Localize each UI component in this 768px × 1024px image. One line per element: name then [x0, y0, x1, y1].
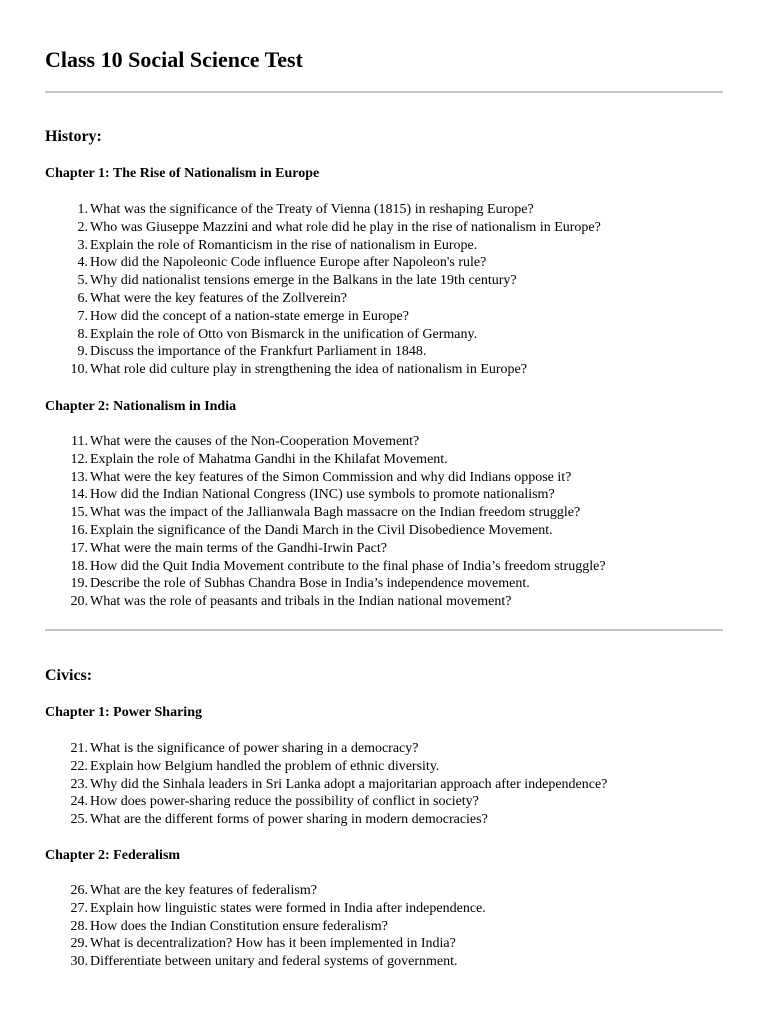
question-number: 3.: [77, 237, 88, 253]
question-text: What was the impact of the Jallianwala Bagh massacre on the Indian freedom struggle?: [90, 505, 581, 521]
question-number: 22.: [70, 758, 88, 774]
list-item: [45, 504, 606, 522]
question-number: 6.: [77, 290, 88, 306]
question-number: 9.: [77, 344, 88, 360]
list-item: [45, 254, 601, 272]
section-divider: [45, 629, 723, 631]
list-item: [45, 361, 601, 379]
question-number: 16.: [70, 522, 88, 538]
question-number: 23.: [70, 776, 88, 792]
list-item: [45, 900, 486, 918]
question-number: 12.: [70, 451, 88, 467]
question-text: What was the significance of the Treaty of Vienna (1815) in reshaping Europe?: [90, 202, 534, 217]
question-text: Explain the role of Otto von Bismarck in the unification of Germany.: [90, 326, 478, 342]
question-number: 26.: [70, 883, 88, 898]
question-text: What were the causes of the Non-Cooperation Movement?: [90, 434, 420, 449]
question-text: Why did the Sinhala leaders in Sri Lanka adopt a majoritarian approach after independence?: [90, 776, 608, 792]
question-text: Explain the role of Romanticism in the rise of nationalism in Europe.: [90, 237, 478, 253]
question-number: 8.: [77, 326, 88, 342]
question-list-civics-ch2: [45, 882, 486, 971]
question-text: Explain the role of Mahatma Gandhi in the Khilafat Movement.: [90, 451, 448, 467]
list-item: [45, 575, 606, 593]
chapter-title-federalism: Chapter 2: Federalism: [45, 848, 181, 863]
question-number: 25.: [70, 812, 88, 828]
list-item: [45, 935, 486, 953]
question-number: 20.: [70, 594, 88, 610]
list-item: [45, 593, 606, 611]
question-text: How did the Indian National Congress (INC) use symbols to promote nationalism?: [90, 487, 555, 503]
question-text: Who was Giuseppe Mazzini and what role did he play in the rise of nationalism in Europe?: [90, 219, 601, 235]
question-number: 30.: [70, 954, 88, 970]
question-text: What are the key features of federalism?: [90, 883, 317, 898]
question-text: What was the role of peasants and tribals in the Indian national movement?: [90, 594, 512, 610]
list-item: [45, 918, 486, 936]
question-number: 28.: [70, 918, 88, 934]
question-text: How did the Quit India Movement contribute to the final phase of India’s freedom struggle?: [90, 558, 606, 574]
list-item: [45, 758, 607, 776]
question-text: Explain the significance of the Dandi March in the Civil Disobedience Movement.: [90, 522, 553, 538]
list-item: [45, 343, 601, 361]
list-item: [45, 237, 601, 255]
section-heading-history: History:: [45, 128, 102, 145]
title-divider: [45, 91, 723, 93]
section-heading-civics: Civics:: [45, 667, 93, 684]
chapter-title-power-sharing: Chapter 1: Power Sharing: [45, 705, 202, 720]
list-item: [45, 882, 486, 900]
question-number: 13.: [70, 469, 88, 485]
question-number: 2.: [77, 219, 88, 235]
question-text: Describe the role of Subhas Chandra Bose in India’s independence movement.: [90, 576, 530, 592]
question-number: 18.: [70, 558, 88, 574]
question-number: 15.: [70, 505, 88, 521]
question-list-civics-ch1: [45, 740, 607, 829]
list-item: [45, 811, 607, 829]
question-number: 7.: [77, 308, 88, 324]
list-item: [45, 793, 607, 811]
question-text: How does the Indian Constitution ensure federalism?: [90, 918, 388, 934]
page-title: Class 10 Social Science Test: [45, 47, 303, 72]
list-item: [45, 451, 606, 469]
question-number: 17.: [70, 540, 88, 556]
list-item: [45, 558, 606, 576]
question-text: What is the significance of power sharing in a democracy?: [90, 741, 419, 756]
question-text: Why did nationalist tensions emerge in the Balkans in the late 19th century?: [90, 273, 517, 289]
question-text: What role did culture play in strengthening the idea of nationalism in Europe?: [90, 362, 527, 378]
question-number: 5.: [77, 273, 88, 289]
question-number: 4.: [77, 255, 88, 271]
question-number: 14.: [70, 487, 88, 503]
question-text: How does power-sharing reduce the possibility of conflict in society?: [90, 794, 479, 810]
question-number: 27.: [70, 900, 88, 916]
question-text: What were the main terms of the Gandhi-Irwin Pact?: [90, 540, 388, 556]
list-item: [45, 740, 607, 758]
question-text: Explain how Belgium handled the problem of ethnic diversity.: [90, 758, 440, 774]
list-item: [45, 201, 601, 219]
question-text: Differentiate between unitary and federal systems of government.: [90, 954, 458, 970]
list-item: [45, 953, 486, 971]
question-number: 24.: [70, 794, 88, 810]
list-item: [45, 776, 607, 794]
list-item: [45, 219, 601, 237]
question-number: 10.: [70, 362, 88, 378]
question-number: 1.: [77, 202, 88, 217]
list-item: [45, 272, 601, 290]
list-item: [45, 308, 601, 326]
question-text: How did the Napoleonic Code influence Europe after Napoleon's rule?: [90, 255, 487, 271]
list-item: [45, 290, 601, 308]
question-text: Discuss the importance of the Frankfurt Parliament in 1848.: [90, 344, 427, 360]
question-list-history-ch2: [45, 433, 606, 611]
question-text: What were the key features of the Zollverein?: [90, 290, 347, 306]
question-number: 29.: [70, 936, 88, 952]
question-list-history-ch1: [45, 201, 601, 379]
question-text: What were the key features of the Simon Commission and why did Indians oppose it?: [90, 469, 572, 485]
list-item: [45, 469, 606, 487]
list-item: [45, 486, 606, 504]
question-text: What is decentralization? How has it been implemented in India?: [90, 936, 456, 952]
question-number: 21.: [70, 741, 88, 756]
question-text: How did the concept of a nation-state emerge in Europe?: [90, 308, 409, 324]
list-item: [45, 433, 606, 451]
question-number: 19.: [70, 576, 88, 592]
list-item: [45, 540, 606, 558]
chapter-title-nationalism-europe: Chapter 1: The Rise of Nationalism in Europe: [45, 166, 320, 181]
question-text: What are the different forms of power sharing in modern democracies?: [90, 812, 488, 828]
chapter-title-nationalism-india: Chapter 2: Nationalism in India: [45, 399, 237, 414]
question-text: Explain how linguistic states were formed in India after independence.: [90, 900, 486, 916]
list-item: [45, 522, 606, 540]
question-number: 11.: [71, 434, 88, 449]
list-item: [45, 326, 601, 344]
